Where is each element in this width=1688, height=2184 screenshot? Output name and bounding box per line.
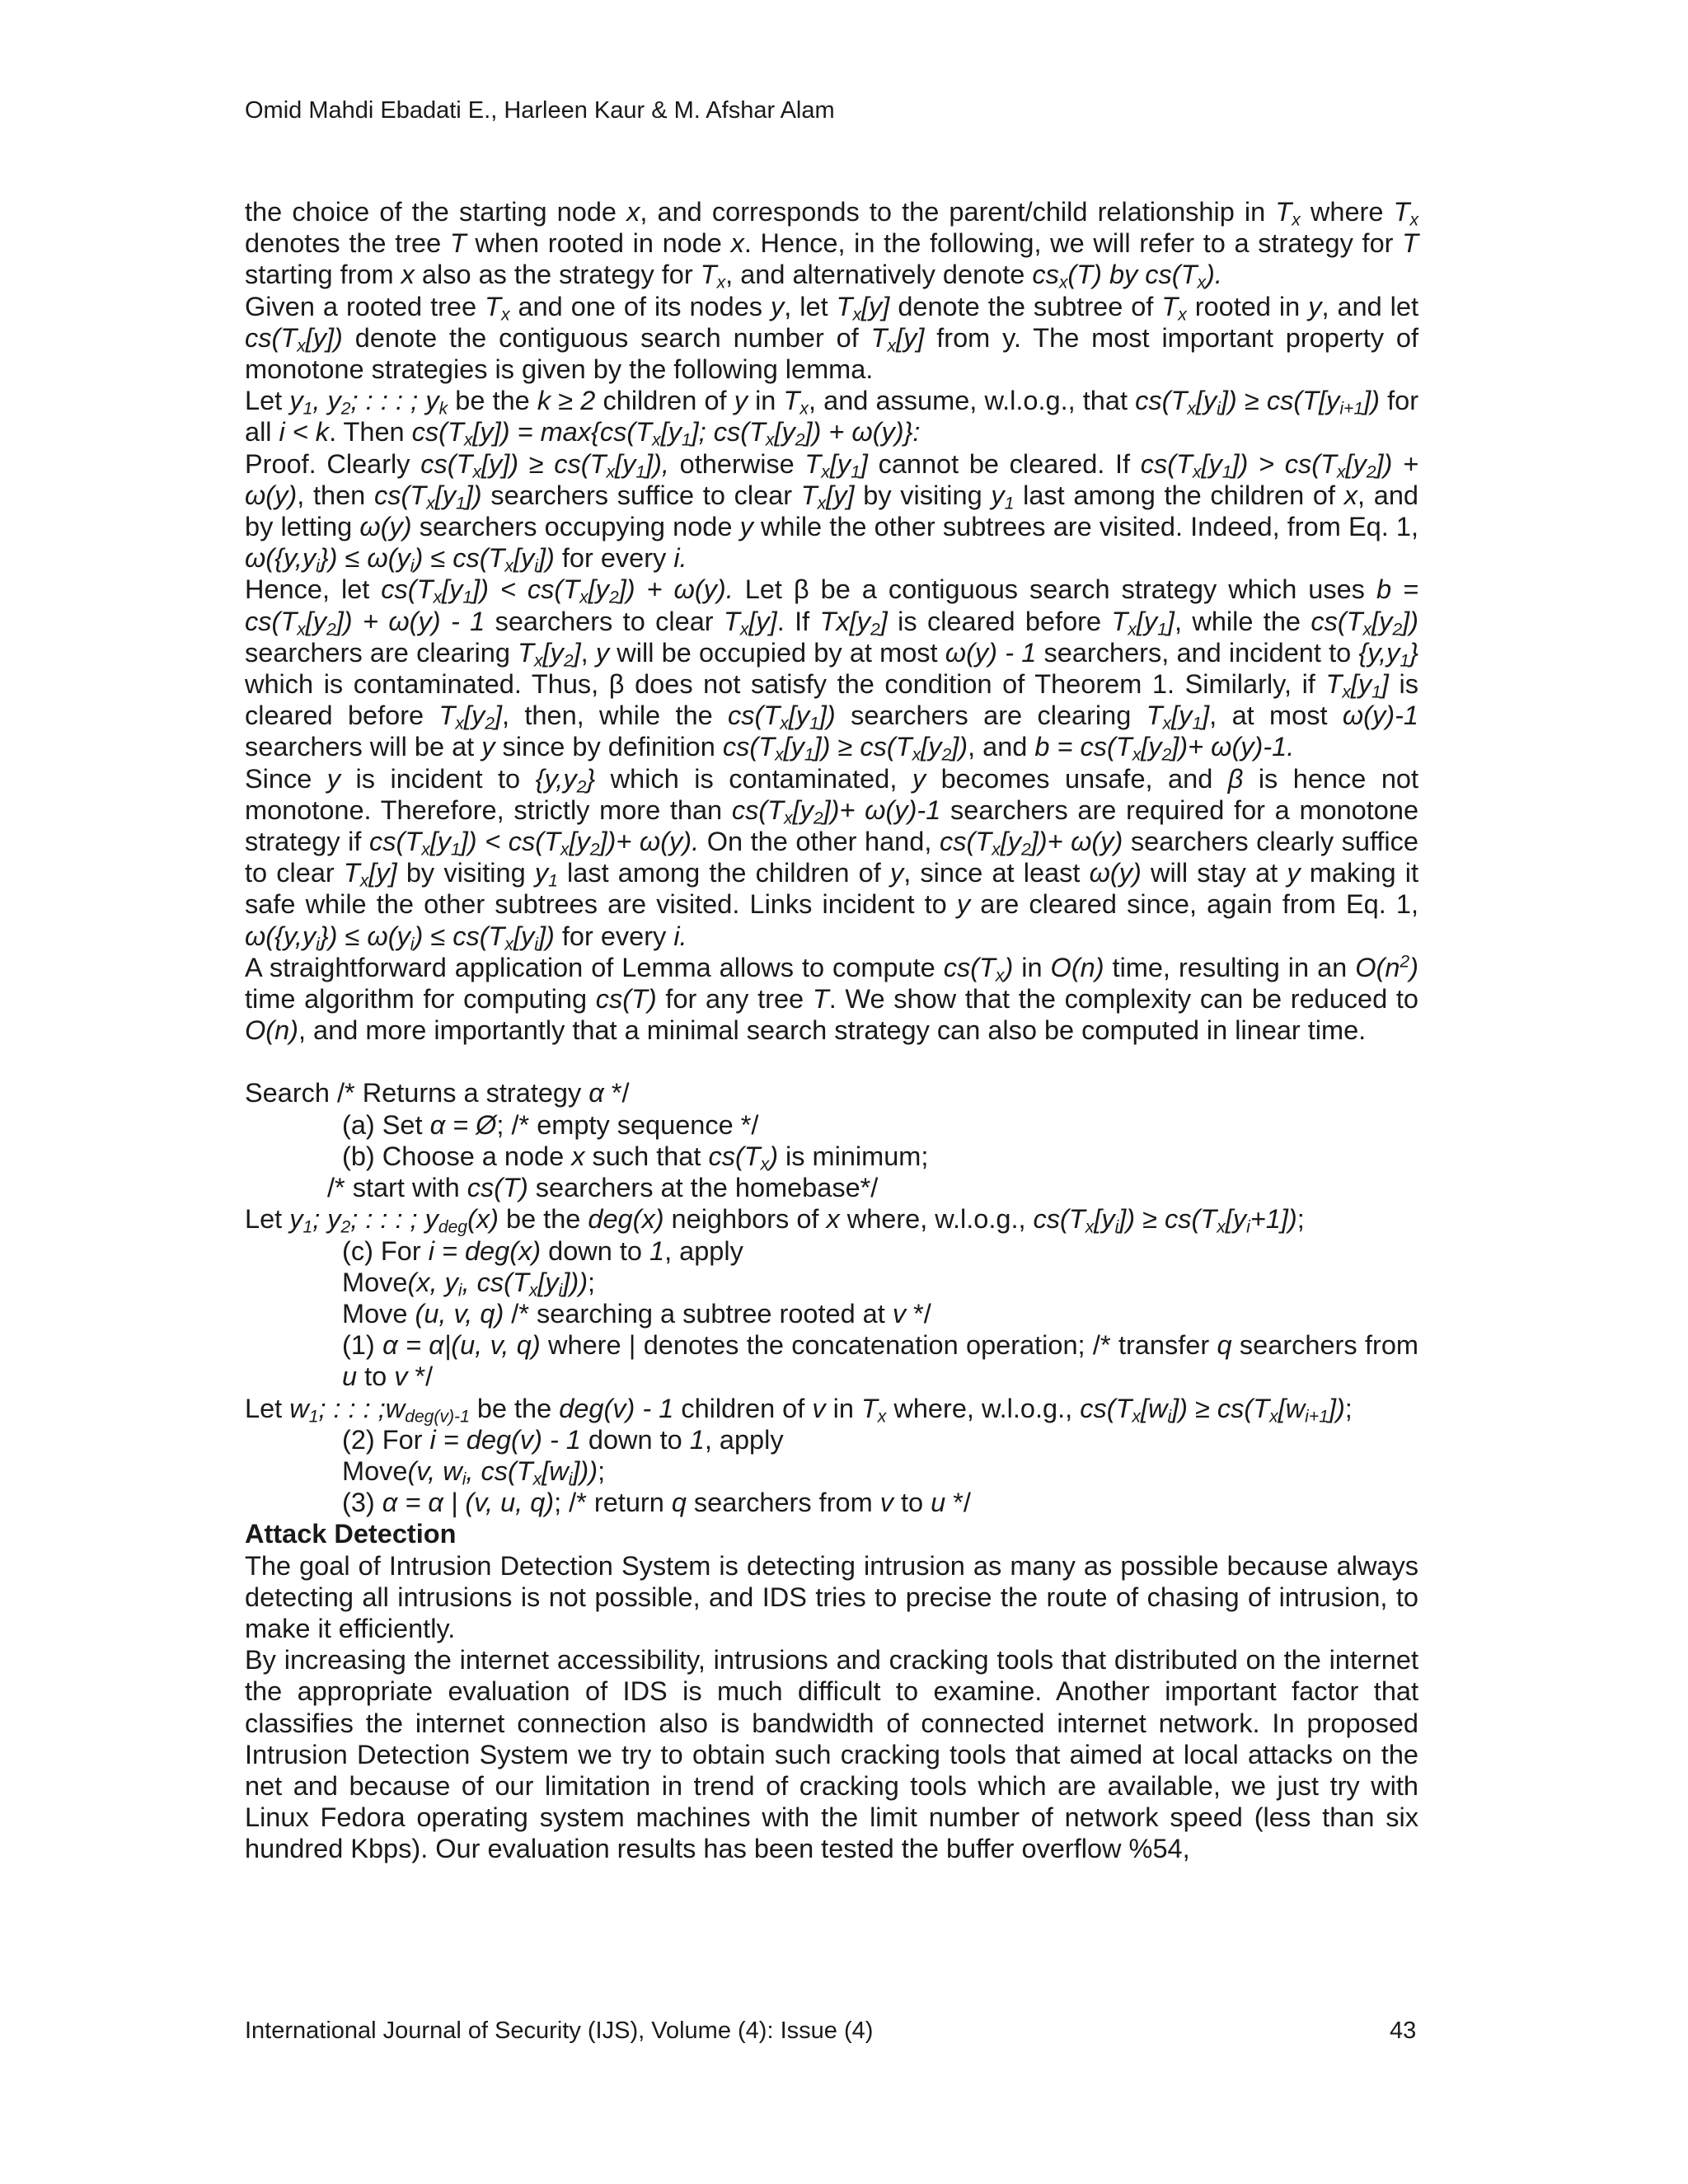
paragraph: Given a rooted tree $T_x$ and one of its nodes y, let $T_x[y]$ denote the subtree of $T_x$ rooted in y, and let $cs(T_x[y])$ denote the contiguous search number of $T_x[y]$ from y. The most important property of monotone strategies is given by the following lemma. (245, 291, 1419, 385)
algorithm-line: Move(v, $w_i$, $cs(T_x[w_i])$); (342, 1455, 606, 1489)
paragraph: Since y is incident to $\{y,y_2\}$ which is contaminated, y becomes unsafe, and β is hence not monotone. Therefore, strictly more than $cs(T_x[y_2])+ \omega(y)-1$ searchers are required for a monotone strategy if $cs(T_x[y_1]) < cs(T_x[y_2])+ \omega(y)$. On the other hand, $cs(T_x[y_2])+ \omega(y)$ searchers clearly suffice to clear $T_x[y]$ by visiting $y_1$ last among the children of y, since at least ω(y) will stay at y making it safe while the other subtrees are visited. Links incident to y are cleared since, again from Eq. 1, $\omega(\{y,y_i\}) \le \omega(y_i) \le cs(T_x[y_i])$ for every i. (245, 763, 1419, 954)
paragraph: the choice of the starting node x, and corresponds to the parent/child relationship in $T_x$ where $T_x$ denotes the tree T when rooted in node x. Hence, in the following, we will refer to a strategy for T starting from x also as the strategy for $T_x$, and alternatively denote $cs_x(T)$ by $cs(T_x)$. (245, 197, 1419, 293)
page-header-authors: Omid Mahdi Ebadati E., Harleen Kaur & M. Afshar Alam (245, 97, 835, 124)
paragraph: Let $y_1$, $y_2$; : : : ; $y_k$ be the k ≥ 2 children of y in $T_x$, and assume, w.l.o.g., that $cs(T_x[y_i]) \ge cs(T[y_{i+1}])$ for all i < k. Then $cs(T_x[y]) = \max\{cs(T_x[y_1]$; $cs(T_x[y_2]) + \omega(y)$}: (245, 386, 1419, 450)
algorithm-line: Let $w_1$; : : : $;w_{deg(v)-1}$ be the deg(v) - 1 children of v in $T_x$ where, w.l.o.g., $cs(T_x[w_i]) \ge cs(T_x[w_{i+1}])$; (245, 1393, 1353, 1426)
algorithm-line: Let $y_1$; $y_2$; : : : ; $y_{deg}(x)$ be the deg(x) neighbors of x where, w.l.o.g., $cs(T_x[y_i]) \ge cs(T_x[y_i+1])$; (245, 1204, 1305, 1237)
algorithm-line: (2) For i = deg(v) - 1 down to 1, apply (342, 1424, 784, 1455)
algorithm-block (245, 1077, 1418, 1518)
footer-page-number: 43 (1390, 2018, 1417, 2044)
algorithm-line: Move(x, $y_i$, $cs(T_x[y_i])$); (342, 1267, 596, 1300)
algorithm-line: (a) Set α = Ø; /* empty sequence */ (342, 1109, 759, 1140)
paragraph: Hence, let $cs(T_x[y_1]) < cs(T_x[y_2]) + \omega(y)$. Let β be a contiguous search strategy which uses $b = cs(T_x[y_2]) + \omega(y) - 1$ searchers to clear $T_x[y]$. If $Tx[y_2]$ is cleared before $T_x[y_1]$, while the $cs(T_x[y_2])$ searchers are clearing $T_x[y_2]$, y will be occupied by at most ω(y) - 1 searchers, and incident to $\{y,y_1\}$ which is contaminated. Thus, β does not satisfy the condition of Theorem 1. Similarly, if $T_x[y_1]$ is cleared before $T_x[y_2]$, then, while the $cs(T_x[y_1])$ searchers are clearing $T_x[y_1]$, at most ω(y)-1 searchers will be at y since by definition $cs(T_x[y_1]) \ge cs(T_x[y_2])$, and $b = cs(T_x[y_2])+ \omega(y)-1$. (245, 574, 1419, 765)
footer-journal: International Journal of Security (IJS), Volume (4): Issue (4) (245, 2018, 874, 2044)
algorithm-line: Move (u, v, q) /* searching a subtree rooted at v */ (342, 1298, 931, 1329)
body-text (245, 196, 1418, 1865)
algorithm-line: (b) Choose a node x such that $cs(T_x)$ is minimum; (342, 1141, 929, 1174)
algorithm-line: /* start with cs(T) searchers at the homebase*/ (327, 1173, 879, 1203)
section-heading: Attack Detection (245, 1519, 457, 1549)
algorithm-line: (c) For i = deg(x) down to 1, apply (342, 1235, 743, 1266)
algorithm-line: (1) α = α|(u, v, q) where | denotes the concatenation operation; /* transfer q searchers from u to v */ (342, 1330, 1418, 1392)
paragraph: By increasing the internet accessibility, intrusions and cracking tools that distributed on the internet the appropriate evaluation of IDS is much difficult to examine. Another important factor that classifies the internet connection also is bandwidth of connected internet network. In proposed Intrusion Detection System we try to obtain such cracking tools that aimed at local attacks on the net and because of our limitation in trend of cracking tools which are available, we just try with Linux Fedora operating system machines with the limit number of network speed (less than six hundred Kbps). Our evaluation results has been tested the buffer overflow %54, (245, 1645, 1418, 1864)
paragraph: Proof. Clearly $cs(T_x[y]) \ge cs(T_x[y_1])$, otherwise $T_x[y_1]$ cannot be cleared. If $cs(T_x[y_1]) > cs(T_x[y_2]) + \omega(y)$, then $cs(T_x[y_1])$ searchers suffice to clear $T_x[y]$ by visiting $y_1$ last among the children of x, and by letting ω(y) searchers occupying node y while the other subtrees are visited. Indeed, from Eq. 1, $\omega(\{y,y_i\}) \le \omega(y_i) \le cs(T_x[y_i])$ for every i. (245, 448, 1418, 576)
algorithm-line: Search /* Returns a strategy α */ (245, 1078, 630, 1108)
algorithm-line: (3) α = α | (v, u, q); /* return q searchers from v to u */ (342, 1488, 971, 1518)
paragraph: The goal of Intrusion Detection System is detecting intrusion as many as possible because always detecting all intrusions is not possible, and IDS tries to precise the route of chasing of intrusion, to make it efficiently. (245, 1550, 1418, 1643)
paragraph: A straightforward application of Lemma allows to compute $cs(T_x)$ in O(n) time, resulting in an $O(n^2)$ time algorithm for computing cs(T) for any tree T. We show that the complexity can be reduced to O(n), and more importantly that a minimal search strategy can also be computed in linear time. (245, 952, 1418, 1046)
